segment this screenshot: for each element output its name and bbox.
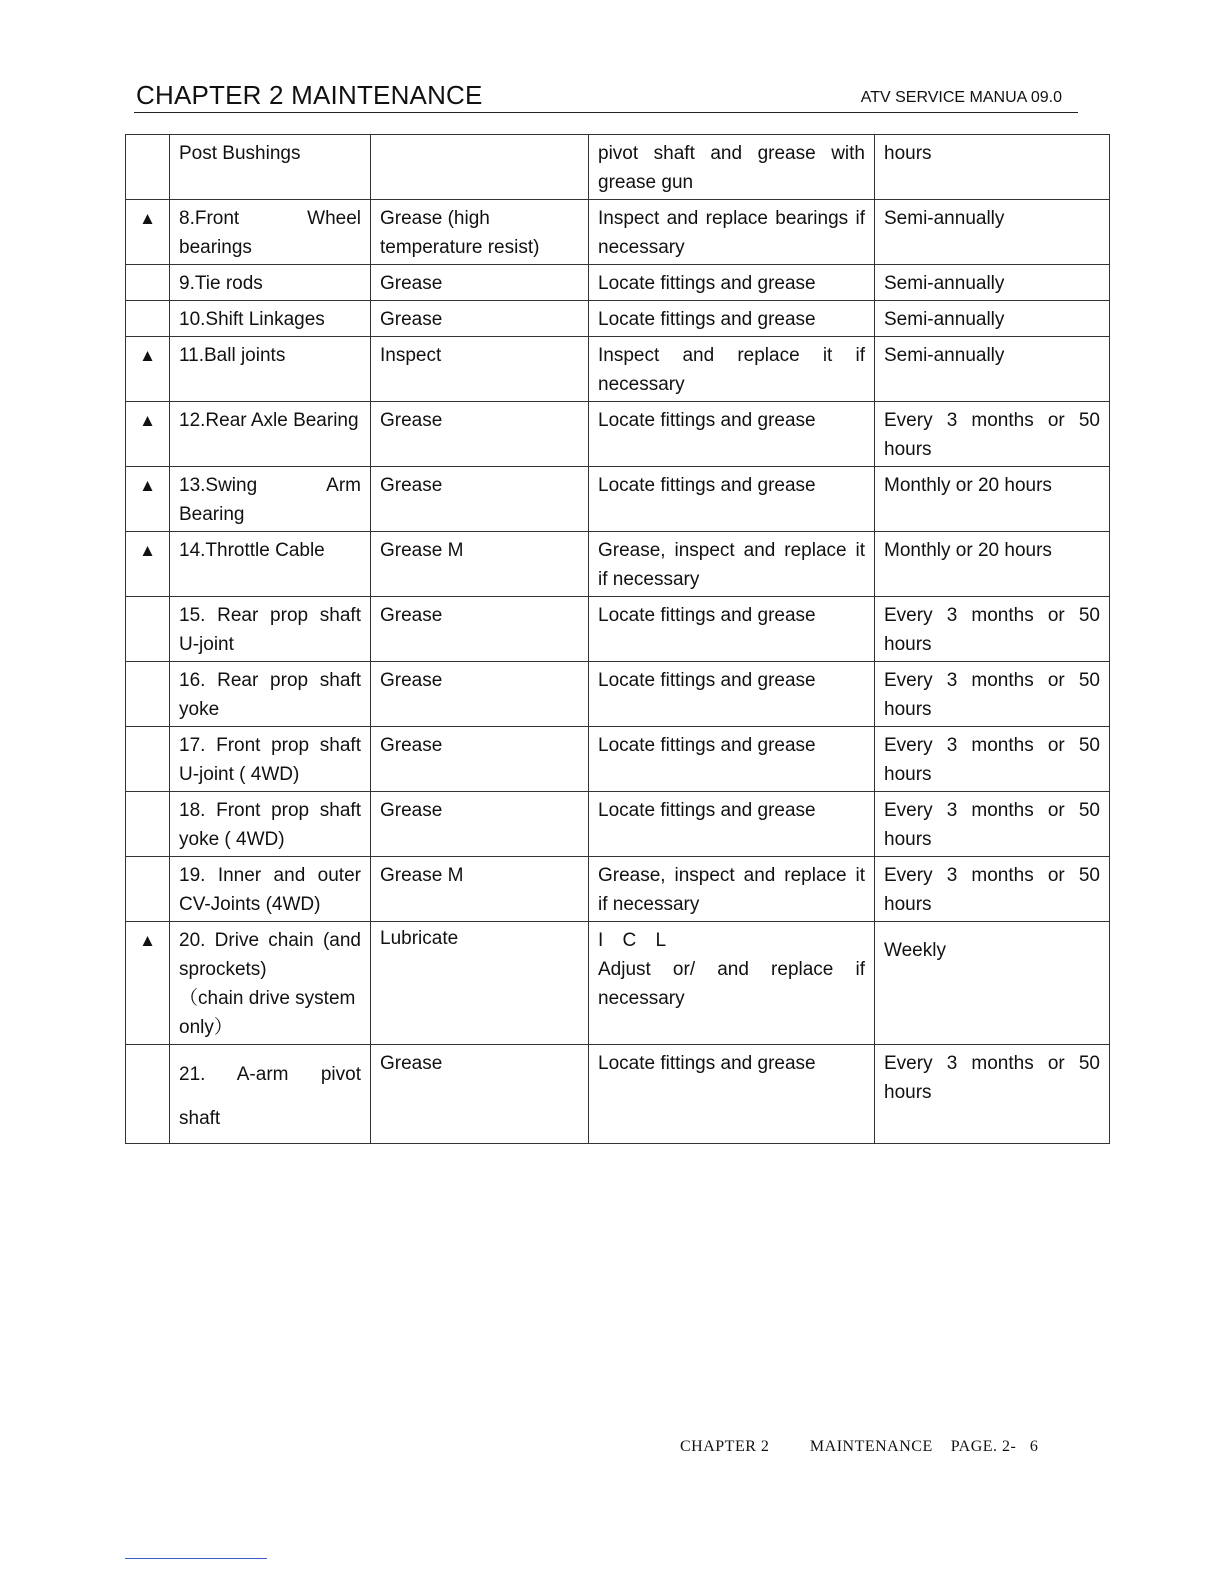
kind-cell: Grease: [371, 301, 589, 337]
interval-cell: Semi-annually: [875, 200, 1110, 265]
item-cell: [170, 1045, 371, 1144]
kind-cell: Grease: [371, 727, 589, 792]
action-cell: [589, 922, 875, 1045]
interval-cell: Every 3 months or 50 hours: [875, 792, 1110, 857]
kind-cell: Grease: [371, 1045, 589, 1144]
interval-cell: Every 3 months or 50 hours: [875, 597, 1110, 662]
table-row-drive-chain: [126, 922, 1110, 1045]
item-cell: 11.Ball joints: [170, 337, 371, 402]
table-row: [126, 402, 1110, 467]
marker-triangle-icon: ▲: [126, 467, 170, 532]
table-row-a-arm: [126, 1045, 1110, 1144]
marker-cell: [126, 135, 170, 200]
kind-cell: Grease M: [371, 532, 589, 597]
action-cell: Inspect and replace bearings if necessary: [589, 200, 875, 265]
item-cell: 17. Front prop shaft U-joint ( 4WD): [170, 727, 371, 792]
marker-triangle-icon: ▲: [126, 922, 170, 1045]
footer-chapter: CHAPTER 2: [680, 1438, 770, 1455]
manual-subtitle: ATV SERVICE MANUA 09.0: [860, 89, 1062, 106]
table-row: [126, 200, 1110, 265]
item-cell: 18. Front prop shaft yoke ( 4WD): [170, 792, 371, 857]
table-row: [126, 467, 1110, 532]
action-cell: Locate fittings and grease: [589, 301, 875, 337]
interval-cell: hours: [875, 135, 1110, 200]
marker-cell: [126, 597, 170, 662]
action-cell: Grease, inspect and replace it if necessary: [589, 857, 875, 922]
action-line: necessary: [598, 988, 685, 1009]
kind-cell: Grease: [371, 402, 589, 467]
interval-cell: Semi-annually: [875, 301, 1110, 337]
kind-cell: Grease (high temperature resist): [371, 200, 589, 265]
table-row: [126, 532, 1110, 597]
interval-cell: Semi-annually: [875, 337, 1110, 402]
chapter-title: CHAPTER 2 MAINTENANCE: [136, 80, 483, 110]
item-cell: 8.Front Wheel bearings: [170, 200, 371, 265]
table-row: [126, 135, 1110, 200]
interval-cell: Every 3 months or 50 hours: [875, 857, 1110, 922]
kind-cell: [371, 135, 589, 200]
action-cell: Inspect and replace it if necessary: [589, 337, 875, 402]
action-line: Adjust or/ and replace if: [598, 959, 865, 980]
interval-cell: Monthly or 20 hours: [875, 532, 1110, 597]
marker-cell: [126, 301, 170, 337]
action-cell: Locate fittings and grease: [589, 1045, 875, 1144]
marker-cell: [126, 857, 170, 922]
item-cell: 12.Rear Axle Bearing: [170, 402, 371, 467]
item-cell: 13.Swing Arm Bearing: [170, 467, 371, 532]
marker-triangle-icon: ▲: [126, 402, 170, 467]
item-line: 21. A-arm pivot: [179, 1064, 361, 1085]
page-header: [134, 78, 1078, 113]
action-cell: Grease, inspect and replace it if necessary: [589, 532, 875, 597]
table-row: [126, 265, 1110, 301]
table-row: [126, 597, 1110, 662]
interval-cell: Every 3 months or 50 hours: [875, 662, 1110, 727]
table-row: [126, 857, 1110, 922]
action-cell: Locate fittings and grease: [589, 792, 875, 857]
item-line: shaft: [179, 1108, 221, 1129]
marker-triangle-icon: ▲: [126, 200, 170, 265]
interval-cell: Weekly: [875, 922, 1110, 1045]
page-footer: [680, 1438, 1038, 1456]
item-cell: [170, 922, 371, 1045]
marker-cell: [126, 727, 170, 792]
interval-cell: Every 3 months or 50 hours: [875, 402, 1110, 467]
action-cell: Locate fittings and grease: [589, 402, 875, 467]
marker-triangle-icon: ▲: [126, 532, 170, 597]
item-cell: 9.Tie rods: [170, 265, 371, 301]
item-cell: 16. Rear prop shaft yoke: [170, 662, 371, 727]
action-cell: pivot shaft and grease with grease gun: [589, 135, 875, 200]
kind-cell: Grease: [371, 662, 589, 727]
item-cell: 19. Inner and outer CV-Joints (4WD): [170, 857, 371, 922]
table-row: [126, 662, 1110, 727]
item-cell: Post Bushings: [170, 135, 371, 200]
kind-cell: Grease: [371, 265, 589, 301]
action-cell: Locate fittings and grease: [589, 265, 875, 301]
item-cell: 15. Rear prop shaft U-joint: [170, 597, 371, 662]
interval-cell: Monthly or 20 hours: [875, 467, 1110, 532]
action-cell: Locate fittings and grease: [589, 662, 875, 727]
kind-cell: Inspect: [371, 337, 589, 402]
marker-cell: [126, 1045, 170, 1144]
item-cell: 10.Shift Linkages: [170, 301, 371, 337]
interval-cell: Every 3 months or 50 hours: [875, 1045, 1110, 1144]
table-row: [126, 792, 1110, 857]
footer-page-number: PAGE. 2- 6: [950, 1438, 1039, 1455]
kind-cell: Grease: [371, 467, 589, 532]
item-line: 20. Drive chain (and: [179, 930, 361, 951]
kind-cell: Grease M: [371, 857, 589, 922]
maintenance-table: [125, 134, 1110, 1144]
table-row: [126, 727, 1110, 792]
action-cell: Locate fittings and grease: [589, 727, 875, 792]
maintenance-table-body: [126, 135, 1110, 1144]
action-cell: Locate fittings and grease: [589, 467, 875, 532]
kind-cell: Grease: [371, 597, 589, 662]
item-line: sprockets): [179, 959, 267, 980]
item-line: only）: [179, 1017, 233, 1038]
interval-cell: Semi-annually: [875, 265, 1110, 301]
marker-triangle-icon: ▲: [126, 337, 170, 402]
table-row: [126, 337, 1110, 402]
kind-cell: Lubricate: [371, 922, 589, 1045]
item-line: （chain drive system: [179, 988, 356, 1009]
table-row: [126, 301, 1110, 337]
marker-cell: [126, 792, 170, 857]
footer-section: MAINTENANCE: [809, 1438, 933, 1455]
item-cell: 14.Throttle Cable: [170, 532, 371, 597]
bottom-link-underline: [125, 1558, 267, 1559]
interval-cell: Every 3 months or 50 hours: [875, 727, 1110, 792]
action-line: I C L: [598, 930, 667, 951]
marker-cell: [126, 265, 170, 301]
marker-cell: [126, 662, 170, 727]
kind-cell: Grease: [371, 792, 589, 857]
action-cell: Locate fittings and grease: [589, 597, 875, 662]
